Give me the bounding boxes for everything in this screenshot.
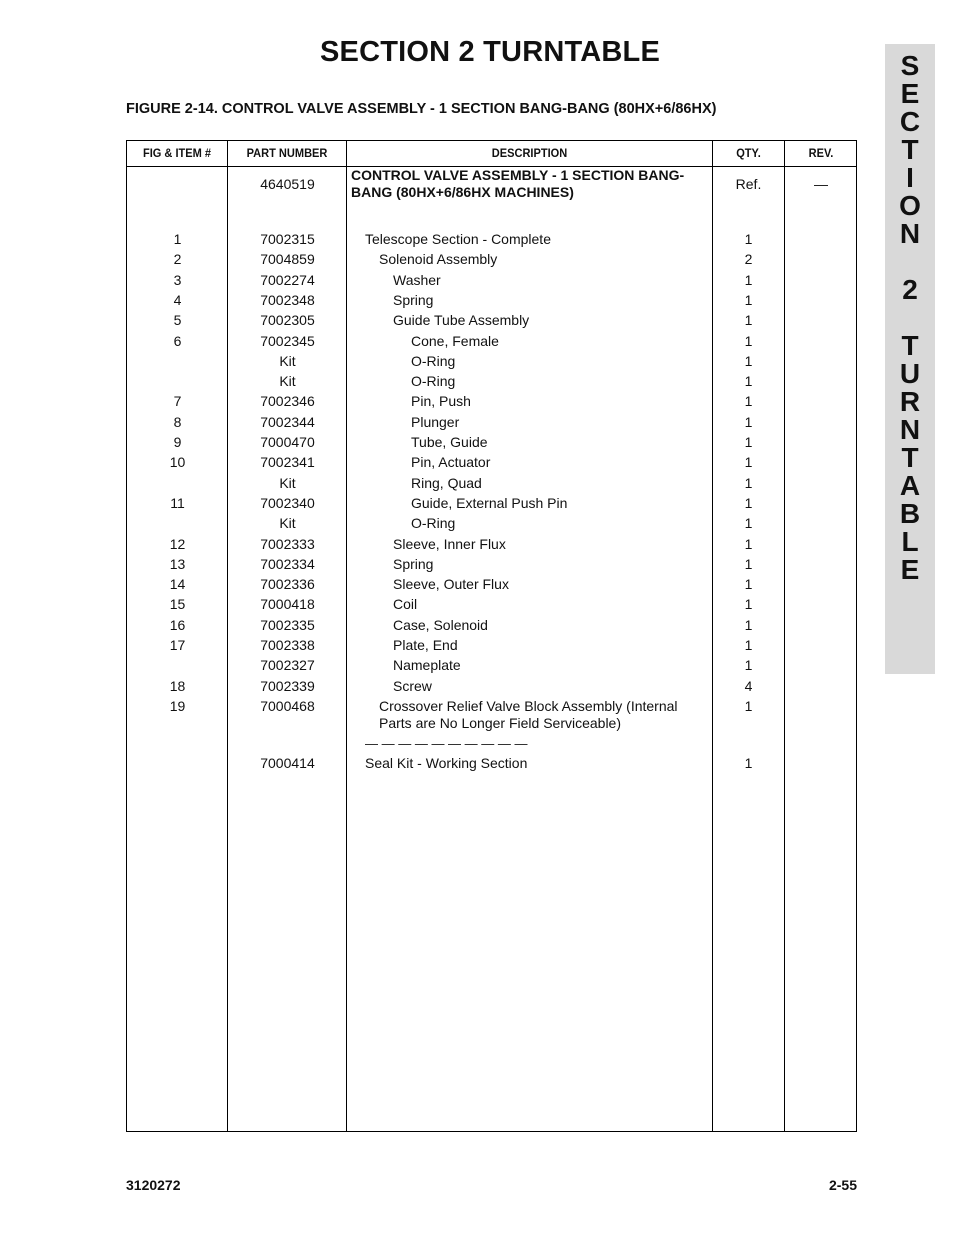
description-line: O-Ring — [411, 373, 456, 390]
qty-cell: 1 — [744, 231, 753, 247]
qty-cell: 2 — [744, 251, 753, 268]
description-cell — [393, 637, 706, 654]
description-line: — — — — — — — — — — — [365, 735, 528, 751]
fig-item-cell: 11 — [170, 494, 185, 511]
header-rev: REV. — [808, 146, 834, 160]
side-tab-letter: O — [899, 190, 921, 221]
qty-cell: 1 — [744, 494, 753, 511]
description-line: Pin, Actuator — [411, 454, 491, 471]
qty-cell: 1 — [744, 454, 753, 471]
description-cell — [411, 434, 706, 451]
fig-item-cell: 2 — [173, 251, 182, 268]
part-number-cell: 7002348 — [260, 291, 315, 308]
side-tab-letter: T — [901, 134, 919, 165]
description-line: Guide, External Push Pin — [411, 494, 568, 511]
side-tab-letter: N — [899, 218, 921, 249]
side-tab-letter: S — [900, 50, 920, 81]
qty-cell: 1 — [744, 596, 753, 613]
rev-cell: — — [814, 176, 828, 192]
description-line: Crossover Relief Valve Block Assembly (Internal — [379, 697, 678, 714]
description-line: Nameplate — [393, 657, 461, 674]
qty-cell: 1 — [744, 271, 753, 288]
description-cell — [365, 231, 706, 248]
description-line: CONTROL VALVE ASSEMBLY - 1 SECTION BANG- — [351, 167, 685, 183]
fig-item-cell: 14 — [169, 576, 186, 593]
header-description: DESCRIPTION — [491, 146, 568, 160]
qty-cell: 1 — [744, 697, 753, 714]
description-cell — [393, 536, 706, 553]
document-number: 3120272 — [126, 1177, 181, 1193]
page-title: SECTION 2 TURNTABLE — [320, 36, 660, 68]
header-qty: QTY. — [736, 146, 761, 160]
description-cell — [393, 596, 706, 613]
fig-item-cell: 15 — [169, 596, 186, 613]
description-cell — [351, 167, 706, 201]
fig-item-cell: 8 — [173, 413, 182, 430]
qty-cell: 1 — [744, 755, 753, 772]
description-cell — [393, 678, 706, 695]
description-cell — [411, 515, 706, 532]
description-cell — [411, 373, 706, 390]
side-tab-letter: N — [899, 414, 921, 445]
description-cell — [365, 755, 706, 772]
figure-title: FIGURE 2-14. CONTROL VALVE ASSEMBLY - 1 SECTION BANG-BANG (80HX+6/86HX) — [126, 101, 717, 117]
fig-item-cell: 12 — [169, 535, 186, 552]
column-divider — [346, 141, 347, 1131]
qty-cell: 1 — [744, 393, 753, 410]
description-cell — [411, 475, 706, 492]
description-line: O-Ring — [411, 515, 456, 532]
qty-cell: 4 — [744, 677, 753, 694]
description-line: Sleeve, Outer Flux — [393, 576, 509, 593]
description-line: Solenoid Assembly — [379, 251, 498, 268]
description-line: Screw — [393, 677, 432, 694]
qty-cell: 1 — [744, 657, 753, 674]
column-divider — [712, 141, 713, 1131]
part-number-cell: 7002344 — [260, 413, 315, 430]
description-cell — [379, 251, 706, 268]
description-cell — [411, 454, 706, 471]
part-number-cell: Kit — [279, 474, 296, 491]
fig-item-cell: 7 — [173, 393, 182, 410]
section-side-tab — [885, 44, 935, 674]
qty-cell: 1 — [744, 474, 753, 491]
fig-item-cell: 4 — [173, 291, 182, 308]
qty-cell: 1 — [744, 312, 753, 329]
description-line: BANG (80HX+6/86HX MACHINES) — [351, 184, 574, 200]
description-cell — [411, 353, 706, 370]
description-line: Washer — [393, 271, 441, 288]
qty-cell: 1 — [744, 373, 753, 390]
header-part-number: PART NUMBER — [246, 146, 328, 160]
page-number: 2-55 — [828, 1177, 857, 1193]
description-line: Case, Solenoid — [393, 616, 488, 633]
part-number-cell: 7002327 — [260, 657, 315, 674]
description-line: Spring — [393, 555, 434, 572]
part-number-cell: 7002335 — [260, 616, 315, 633]
description-line: Parts are No Longer Field Serviceable) — [379, 714, 622, 731]
part-number-cell: 7002345 — [260, 332, 315, 349]
part-number-cell: 7002333 — [260, 535, 315, 552]
qty-cell: 1 — [744, 637, 753, 653]
part-number-cell: 7002346 — [260, 393, 315, 410]
side-tab-letter: E — [900, 554, 920, 585]
side-tab-letter: C — [899, 106, 921, 137]
fig-item-cell: 6 — [173, 332, 182, 349]
side-tab-letter: E — [900, 78, 920, 109]
column-divider — [784, 141, 785, 1131]
part-number-cell: 7002340 — [260, 494, 315, 511]
part-number-cell: 7004859 — [260, 251, 315, 268]
qty-cell: 1 — [744, 555, 753, 572]
part-number-cell: 7000468 — [260, 697, 315, 714]
column-divider — [227, 141, 228, 1131]
qty-cell: 1 — [744, 434, 753, 450]
fig-item-cell: 17 — [169, 637, 186, 653]
qty-cell: Ref. — [735, 176, 762, 192]
description-line: Ring, Quad — [411, 474, 482, 491]
description-cell — [365, 735, 706, 752]
description-cell — [393, 657, 706, 674]
part-number-cell: 7002338 — [260, 637, 315, 653]
parts-table — [126, 140, 857, 1132]
description-line: Guide Tube Assembly — [393, 312, 530, 329]
part-number-cell: 7002305 — [260, 312, 315, 329]
fig-item-cell: 3 — [173, 271, 182, 288]
part-number-cell: 7002341 — [260, 454, 315, 471]
side-tab-letter: T — [901, 442, 919, 473]
header-fig-item: FIG & ITEM # — [142, 146, 212, 160]
description-cell — [393, 272, 706, 289]
description-line: Tube, Guide — [411, 434, 488, 450]
fig-item-cell: 16 — [169, 616, 186, 633]
qty-cell: 1 — [744, 413, 753, 430]
fig-item-cell: 13 — [169, 555, 186, 572]
description-line: Plate, End — [393, 637, 458, 653]
description-cell — [393, 312, 706, 329]
side-tab-letter: L — [901, 526, 919, 557]
description-line: Seal Kit - Working Section — [365, 755, 528, 772]
part-number-cell: 7002315 — [260, 231, 315, 247]
description-cell — [393, 617, 706, 634]
description-line: Sleeve, Inner Flux — [393, 535, 506, 552]
part-number-cell: Kit — [279, 515, 296, 532]
side-tab-letter: U — [899, 358, 921, 389]
qty-cell: 1 — [744, 352, 753, 369]
part-number-cell: Kit — [279, 352, 296, 369]
description-cell — [411, 414, 706, 431]
description-cell — [379, 698, 706, 732]
description-line: Spring — [393, 291, 434, 308]
side-tab-letter: 2 — [902, 274, 918, 305]
description-cell — [393, 292, 706, 309]
part-number-cell: 7002339 — [260, 677, 315, 694]
part-number-cell: 7002274 — [260, 271, 315, 288]
fig-item-cell: 5 — [173, 312, 182, 329]
description-line: O-Ring — [411, 352, 456, 369]
side-tab-letter: A — [899, 470, 921, 501]
description-line: Pin, Push — [411, 393, 471, 410]
description-cell — [393, 556, 706, 573]
qty-cell: 1 — [744, 576, 753, 593]
part-number-cell: 7000470 — [260, 434, 315, 450]
fig-item-cell: 1 — [173, 231, 182, 247]
part-number-cell: 7000418 — [260, 596, 315, 613]
side-tab-letter: R — [899, 386, 921, 417]
description-cell — [411, 393, 706, 410]
qty-cell: 1 — [744, 291, 753, 308]
description-cell — [411, 333, 706, 350]
part-number-cell: Kit — [279, 373, 296, 390]
fig-item-cell: 18 — [169, 677, 186, 694]
fig-item-cell: 10 — [169, 454, 186, 471]
fig-item-cell: 19 — [169, 697, 186, 714]
part-number-cell: 7000414 — [260, 755, 315, 772]
description-line: Telescope Section - Complete — [365, 231, 551, 247]
fig-item-cell: 9 — [173, 434, 182, 450]
part-number-cell: 7002334 — [260, 555, 315, 572]
description-line: Coil — [393, 596, 418, 613]
qty-cell: 1 — [744, 515, 753, 532]
description-cell — [393, 576, 706, 593]
side-tab-letter: I — [906, 162, 914, 193]
side-tab-letter: T — [901, 330, 919, 361]
qty-cell: 1 — [744, 332, 753, 349]
qty-cell: 1 — [744, 616, 753, 633]
description-line: Cone, Female — [411, 332, 499, 349]
side-tab-letter: B — [899, 498, 921, 529]
description-cell — [411, 495, 706, 512]
qty-cell: 1 — [744, 535, 753, 552]
part-number-cell: 7002336 — [260, 576, 315, 593]
part-number-cell: 4640519 — [260, 176, 315, 192]
description-line: Plunger — [411, 413, 460, 430]
